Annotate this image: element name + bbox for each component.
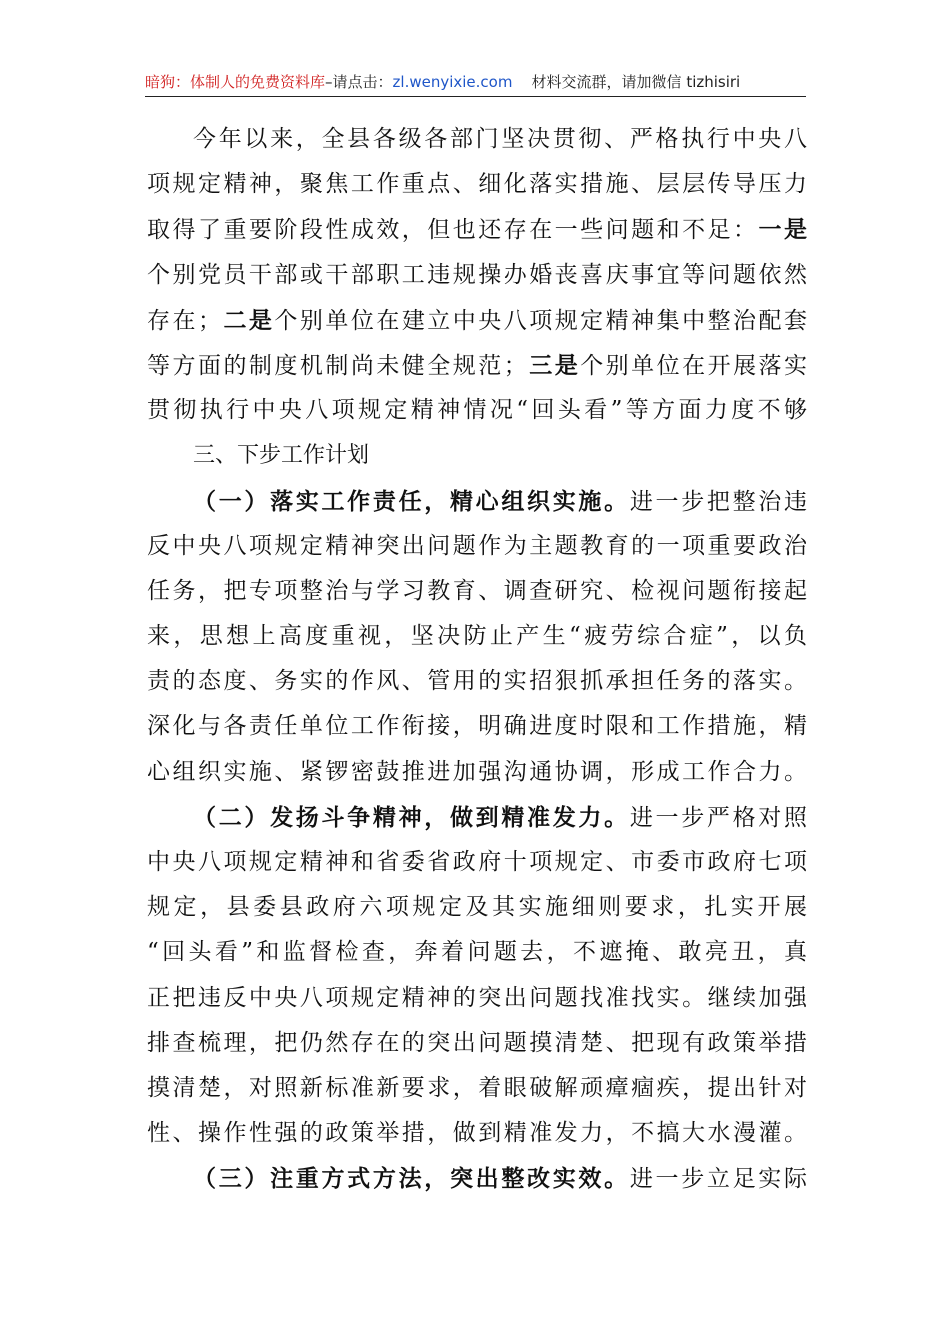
document-body [147,117,807,1202]
body-line: 项规定精神，聚焦工作重点、细化落实措施、层层传导压力 [147,171,807,198]
body-line: 深化与各责任单位工作衔接，明确进度时限和工作措施，精 [147,713,807,740]
body-line: “回头看”和监督检查，奔着问题去，不遮掩、敢亮丑，真 [147,939,807,966]
header-url-link[interactable]: zl.wenyixie.com [392,73,513,91]
header-click-prompt: –请点击： [325,73,393,91]
body-line: 性、操作性强的政策举措，做到精准发力，不搞大水漫灌。 [147,1120,807,1147]
subsection-title: （一）落实工作责任，精心组织实施。 [193,487,630,515]
body-line: 规定，县委县政府六项规定及其实施细则要求，扎实开展 [147,894,807,921]
body-text: 存在； [147,307,221,334]
body-line: 反中央八项规定精神突出问题作为主题教育的一项重要政治 [147,532,807,559]
body-line: 任务，把专项整治与学习教育、调查研究、检视问题衔接起 [147,577,807,604]
body-text: 进一步立足实际 [629,1166,807,1193]
body-text: 个别单位在开展落实 [580,352,807,379]
body-line: 今年以来，全县各级各部门坚决贯彻、严格执行中央八 [193,126,807,152]
list-marker-third: 三是 [526,351,581,379]
body-line: 心组织实施、紧锣密鼓推进加强沟通协调，形成工作合力。 [147,758,807,785]
body-line [147,207,807,252]
body-line: 排查梳理，把仍然存在的突出问题摸清楚、把现有政策举措 [147,1029,807,1056]
body-line: 摸清楚，对照新标准新要求，着眼破解顽瘴痼疾，提出针对 [147,1074,807,1101]
body-line [147,343,807,388]
list-marker-first: 一是 [758,216,807,244]
subsection-title: （三）注重方式方法，突出整改实效。 [193,1165,630,1193]
body-line: 个别党员干部或干部职工违规操办婚丧喜庆事宜等问题依然 [147,261,807,288]
body-line: 贯彻执行中央八项规定精神情况“回头看”等方面力度不够 [147,397,807,424]
body-text: 进一步把整治违 [629,488,807,515]
body-text: 取得了重要阶段性成效，但也还存在一些问题和不足： [147,217,759,244]
subsection-title: （二）发扬斗争精神，做到精准发力。 [193,803,630,831]
list-marker-second: 二是 [220,306,275,334]
header-divider [145,96,806,97]
header-group-note: 材料交流群，请加微信 tizhisiri [531,73,741,91]
section-heading: 三、下步工作计划 [193,443,370,469]
body-line [147,479,807,524]
body-text: 个别单位在建立中央八项规定精神集中整治配套 [274,307,807,334]
body-line [147,795,807,840]
body-text: 等方面的制度机制尚未健全规范； [147,352,527,379]
body-line: 来，思想上高度重视，坚决防止产生“疲劳综合症”，以负 [147,623,807,650]
body-line [147,1156,807,1201]
body-line [147,298,807,343]
body-line: 责的态度、务实的作风、管用的实招狠抓承担任务的落实。 [147,668,807,695]
body-text: 进一步严格对照 [629,804,807,831]
body-line: 中央八项规定精神和省委省政府十项规定、市委市政府七项 [147,849,807,875]
body-line: 正把违反中央八项规定精神的突出问题找准找实。继续加强 [147,984,807,1011]
document-header [145,70,805,94]
header-site-name: 暗狗：体制人的免费资料库 [145,73,326,91]
